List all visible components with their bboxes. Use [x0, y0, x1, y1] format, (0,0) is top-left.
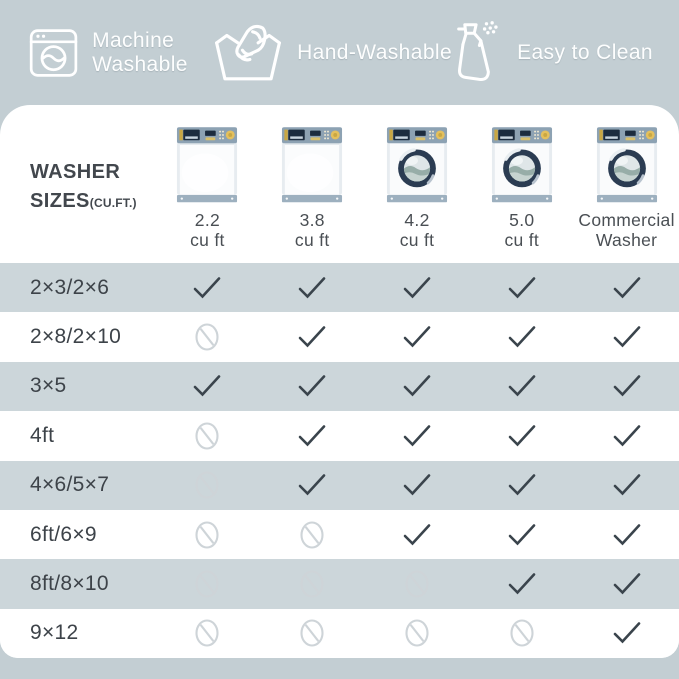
front-load-washer-illustration — [386, 126, 448, 203]
not-suitable-icon — [404, 569, 430, 599]
not-compatible-cell — [155, 322, 260, 352]
not-suitable-icon — [299, 618, 325, 648]
feature-easy-to-clean — [452, 20, 653, 86]
checkmark-icon — [507, 522, 537, 548]
checkmark-icon — [612, 571, 642, 597]
checkmark-icon — [402, 324, 432, 350]
washer-column-4-2 — [365, 125, 470, 251]
compatible-cell — [365, 522, 470, 548]
checkmark-icon — [192, 373, 222, 399]
not-suitable-icon — [194, 569, 220, 599]
checkmark-icon — [297, 472, 327, 498]
not-suitable-icon — [404, 618, 430, 648]
compatible-cell — [469, 472, 574, 498]
compatible-cell — [574, 373, 679, 399]
compatible-cell — [574, 571, 679, 597]
compatible-cell — [365, 324, 470, 350]
compatible-cell — [469, 522, 574, 548]
not-compatible-cell — [260, 569, 365, 599]
checkmark-icon — [507, 324, 537, 350]
not-suitable-icon — [194, 618, 220, 648]
checkmark-icon — [507, 373, 537, 399]
washer-size-label: 3.8 cu ft — [294, 209, 330, 251]
hand-wash-icon — [212, 22, 284, 84]
compatible-cell — [155, 275, 260, 301]
checkmark-icon — [402, 472, 432, 498]
not-compatible-cell — [260, 520, 365, 550]
checkmark-icon — [192, 275, 222, 301]
table-header — [0, 105, 679, 263]
washer-illustration-slot — [491, 125, 553, 203]
table-corner-title — [0, 158, 155, 216]
corner-suffix: (CU.FT.) — [89, 196, 137, 210]
not-suitable-icon — [299, 569, 325, 599]
compatible-cell — [574, 275, 679, 301]
compatible-cell — [365, 373, 470, 399]
not-compatible-cell — [469, 618, 574, 648]
not-compatible-cell — [155, 520, 260, 550]
not-compatible-cell — [155, 618, 260, 648]
not-compatible-cell — [155, 421, 260, 451]
top-load-washer-illustration — [281, 126, 343, 203]
checkmark-icon — [507, 275, 537, 301]
compatible-cell — [574, 620, 679, 646]
checkmark-icon — [402, 522, 432, 548]
compatible-cell — [469, 571, 574, 597]
not-compatible-cell — [260, 618, 365, 648]
table-body — [0, 263, 679, 658]
table-row — [0, 362, 679, 411]
compatible-cell — [469, 423, 574, 449]
checkmark-icon — [402, 423, 432, 449]
compatible-cell — [469, 324, 574, 350]
compatible-cell — [469, 373, 574, 399]
compatibility-card — [0, 105, 679, 658]
compatible-cell — [260, 275, 365, 301]
row-size-label: 4×6/5×7 — [30, 473, 110, 497]
checkmark-icon — [297, 324, 327, 350]
washing-machine-icon — [28, 24, 79, 82]
checkmark-icon — [612, 324, 642, 350]
checkmark-icon — [297, 275, 327, 301]
washer-size-label: 4.2 cu ft — [399, 209, 435, 251]
feature-banner — [0, 0, 679, 105]
washer-illustration-slot — [386, 125, 448, 203]
washer-column-5-0 — [469, 125, 574, 251]
washer-size-label: 2.2 cu ft — [190, 209, 225, 251]
not-suitable-icon — [194, 421, 220, 451]
compatible-cell — [469, 275, 574, 301]
washer-illustration-slot — [176, 125, 238, 203]
row-size-label: 2×8/2×10 — [30, 325, 122, 349]
table-row — [0, 559, 679, 608]
checkmark-icon — [297, 423, 327, 449]
corner-line1: WASHER — [30, 161, 121, 183]
feature-machine-washable — [28, 24, 212, 82]
not-suitable-icon — [299, 520, 325, 550]
compatible-cell — [155, 373, 260, 399]
row-size-label: 3×5 — [30, 374, 67, 398]
compatible-cell — [365, 423, 470, 449]
checkmark-icon — [507, 472, 537, 498]
feature-label: Machine Washable — [92, 28, 188, 76]
row-size-label: 2×3/2×6 — [30, 275, 110, 299]
row-size-label: 6ft/6×9 — [30, 522, 97, 546]
checkmark-icon — [612, 275, 642, 301]
checkmark-icon — [297, 373, 327, 399]
checkmark-icon — [507, 423, 537, 449]
table-row — [0, 312, 679, 361]
checkmark-icon — [507, 571, 537, 597]
corner-line2: SIZES(CU.FT.) — [30, 190, 137, 212]
compatible-cell — [574, 324, 679, 350]
washer-illustration-slot — [596, 125, 658, 203]
washer-illustration-slot — [281, 125, 343, 203]
feature-label: Hand-Washable — [297, 40, 453, 64]
checkmark-icon — [402, 275, 432, 301]
washer-column-2-2 — [155, 125, 260, 251]
not-compatible-cell — [365, 569, 470, 599]
compatible-cell — [574, 423, 679, 449]
front-load-washer-illustration — [491, 126, 553, 203]
compatible-cell — [260, 373, 365, 399]
not-suitable-icon — [194, 322, 220, 352]
feature-hand-washable — [212, 22, 452, 84]
spray-bottle-icon — [452, 20, 504, 86]
compatible-cell — [260, 423, 365, 449]
not-suitable-icon — [194, 520, 220, 550]
row-size-label: 4ft — [30, 423, 55, 447]
feature-label: Easy to Clean — [517, 40, 653, 64]
washer-size-label: 5.0 cu ft — [504, 209, 540, 251]
row-size-label: 8ft/8×10 — [30, 571, 109, 595]
front-load-washer-illustration — [596, 126, 658, 203]
row-size-label: 9×12 — [30, 621, 79, 645]
table-row — [0, 411, 679, 460]
table-row — [0, 510, 679, 559]
not-compatible-cell — [155, 470, 260, 500]
compatible-cell — [365, 472, 470, 498]
checkmark-icon — [612, 620, 642, 646]
table-row — [0, 263, 679, 312]
checkmark-icon — [612, 522, 642, 548]
checkmark-icon — [612, 423, 642, 449]
table-row — [0, 609, 679, 658]
not-compatible-cell — [155, 569, 260, 599]
compatible-cell — [574, 472, 679, 498]
washer-column-commercial — [574, 125, 679, 251]
not-suitable-icon — [509, 618, 535, 648]
compatible-cell — [365, 275, 470, 301]
compatible-cell — [260, 472, 365, 498]
top-load-washer-illustration — [176, 126, 238, 203]
washer-size-label: Commercial Washer — [578, 209, 675, 251]
checkmark-icon — [612, 373, 642, 399]
compatible-cell — [574, 522, 679, 548]
table-row — [0, 461, 679, 510]
not-suitable-icon — [194, 470, 220, 500]
not-compatible-cell — [365, 618, 470, 648]
compatible-cell — [260, 324, 365, 350]
washer-column-3-8 — [260, 125, 365, 251]
checkmark-icon — [402, 373, 432, 399]
checkmark-icon — [612, 472, 642, 498]
